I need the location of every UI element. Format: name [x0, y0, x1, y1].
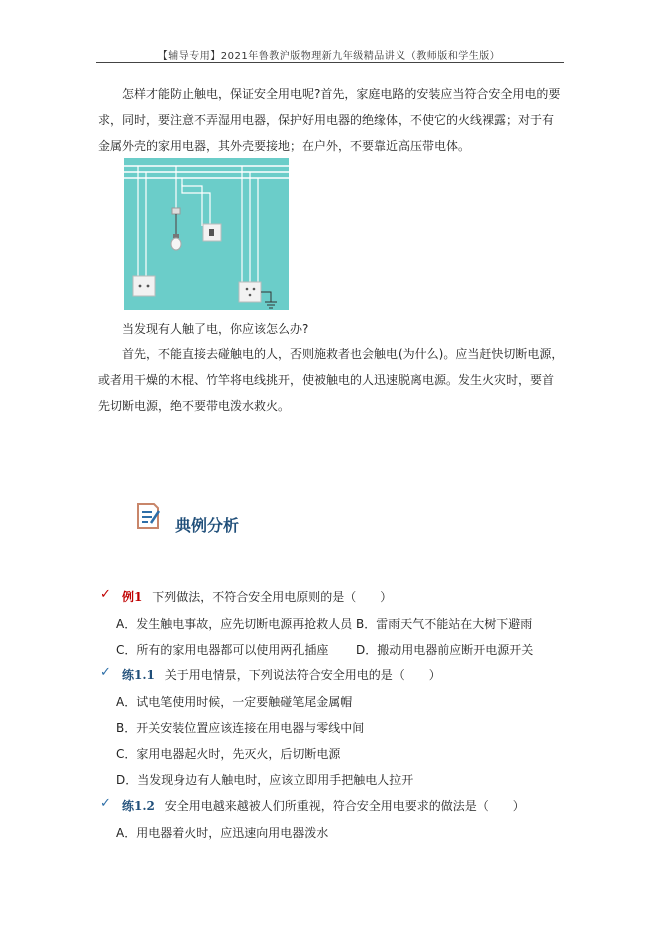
intro-question: 当发现有人触了电，你应该怎么办?: [122, 322, 309, 336]
example-1-stem: [122, 588, 392, 605]
option-b: B．雷雨天气不能站在大树下避雨: [356, 617, 533, 631]
option-a: A．发生触电事故，应先切断电源再抢救人员: [116, 617, 353, 631]
question-text: 关于用电情景，下列说法符合安全用电的是（ ）: [164, 668, 441, 682]
intro-paragraph-1: 怎样才能防止触电，保证安全用电呢?首先，家庭电路的安装应当符合安全用电的要求，同时，要注意不弄湿用电器，保护好用电器的绝缘体，不使它的火线裸露；对于有金属外壳的家用电器，其外壳要接地；在户外，不要靠近高压带电体。: [98, 87, 561, 153]
option-c: C．所有的家用电器都可以使用两孔插座: [116, 643, 329, 657]
practice-1-1-stem: [122, 666, 441, 683]
option-b: B．开关安装位置应该连接在用电器与零线中间: [116, 721, 365, 735]
option-d: D．当发现身边有人触电时，应该立即用手把触电人拉开: [116, 773, 414, 787]
section-title: 典例分析: [175, 516, 240, 535]
example-tag: 练1.2: [122, 799, 155, 813]
option-a: A．试电笔使用时候，一定要触碰笔尾金属帽: [116, 695, 353, 709]
option-a: A．用电器着火时，应迅速向用电器泼水: [116, 826, 329, 840]
light-bulb: [171, 238, 181, 250]
page-header: 【辅导专用】2021年鲁教沪版物理新九年级精品讲义（教师版和学生版）: [157, 51, 501, 62]
question-text: 安全用电越来越被人们所重视，符合安全用电要求的做法是（ ）: [164, 799, 525, 813]
practice-1-2-stem: [122, 797, 525, 814]
option-d: D．搬动用电器前应断开电源开关: [356, 643, 534, 657]
question-text: 下列做法，不符合安全用电原则的是（ ）: [152, 590, 393, 604]
header-rule: [96, 62, 564, 63]
lamp-base: [173, 234, 179, 238]
option-c: C．家用电器起火时，先灭火，后切断电源: [116, 747, 341, 761]
two-hole-socket: [133, 276, 155, 296]
example-tag: 练1.1: [122, 668, 155, 682]
check-icon: ✓: [100, 796, 111, 811]
example-tag: 例1: [122, 590, 143, 604]
household-circuit-diagram: [124, 158, 289, 310]
check-icon: ✓: [100, 665, 111, 680]
notepad-icon: [132, 501, 162, 531]
lamp-holder: [172, 208, 180, 214]
three-hole-socket: [239, 282, 261, 302]
intro-paragraph-2: 首先，不能直接去碰触电的人，否则施救者也会触电(为什么)。应当赶快切断电源，或者用干燥的木棍、竹竿将电线挑开，使被触电的人迅速脱离电源。发生火灾时，要首先切断电源，绝不要带电泼水救火。: [98, 347, 564, 413]
check-icon: ✓: [100, 587, 111, 602]
